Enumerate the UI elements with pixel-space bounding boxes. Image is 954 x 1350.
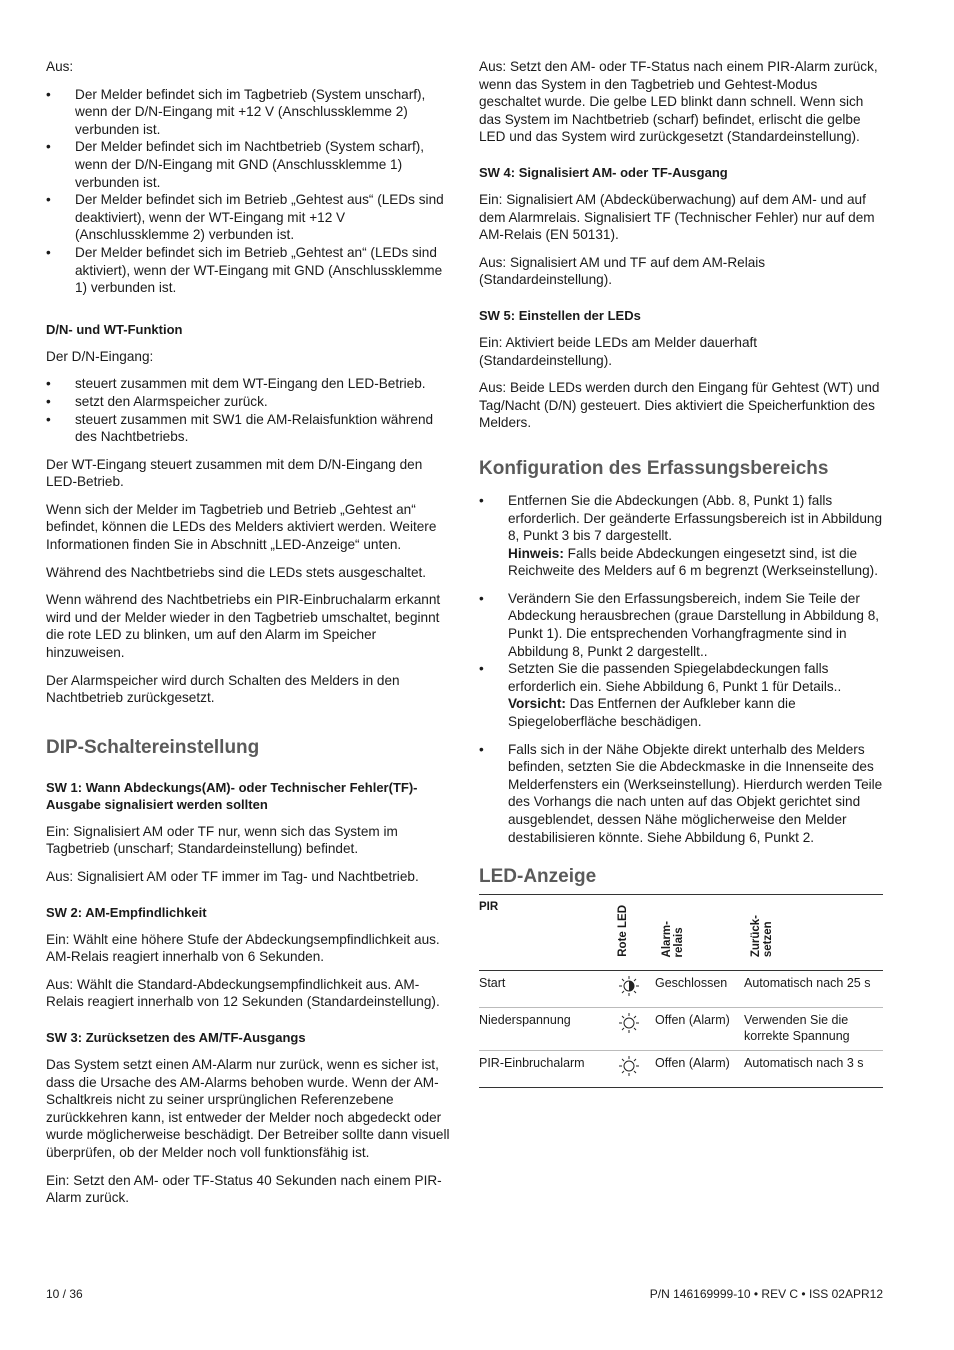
list-item: • Verändern Sie den Erfassungsbereich, indem Sie Teile der Abdeckung herausbrechen (graue Darstellung in Abbildung 8, Punkt 1). Die entsprechenden Vorhangfragmente sind in Abbildung 8, Punkt 2 dargestellt.. [479,590,883,660]
dn-heading: D/N- und WT-Funktion [46,321,183,337]
list-item: • Der Melder befindet sich im Nachtbetrieb (System scharf), wenn der D/N-Eingang mit GND (Anschlussklemme 1) verbunden ist. [46,138,452,191]
sw4-ein: Ein: Signalisiert AM (Abdecküberwachung) auf dem AM- und auf dem Alarmrelais. Signalisiert TF (Technischer Fehler) nur auf dem AM-Relais (EN 50131). [479,191,875,243]
sw1-ein: Ein: Signalisiert AM oder TF nur, wenn sich das System im Tagbetrieb (unscharf; Standardeinstellung) befindet. [46,823,398,857]
paragraph: Der Alarmspeicher wird durch Schalten des Melders in den Nachtbetrieb zurückgesetzt. [46,672,400,706]
list-item: • steuert zusammen mit SW1 die AM-Relaisfunktion während des Nachtbetriebs. [46,411,452,446]
cell-reset: Verwenden Sie die korrekte Spannung [744,1008,883,1051]
list-item: • Der Melder befindet sich im Tagbetrieb (System unscharf), wenn der D/N-Eingang mit +12 V (Anschlussklemme 2) verbunden ist. [46,86,452,139]
list-item: • Entfernen Sie die Abdeckungen (Abb. 8, Punkt 1) falls erforderlich. Der geänderte Erfassungsbereich ist in Abbildung 8, Punkt 3 bis 7 dargestellt. [479,492,883,545]
list-item: • Setzten Sie die passenden Spiegelabdeckungen falls erforderlich ein. Siehe Abbildung 6, Punkt 1 für Details.. [479,660,883,695]
table-row [479,1008,883,1051]
header-zuruecksetzen-label: Zurück- setzen [750,915,774,958]
cell-pir: Start [479,971,617,1008]
sw1-heading: SW 1: Wann Abdeckungs(AM)- oder Technischer Fehler(TF)-Ausgabe signalisiert werden sollten [46,779,418,812]
header-alarmrelais-label: Alarm- relais [661,920,685,958]
header-zuruecksetzen [744,895,883,971]
part-number: P/N 146169999-10 • REV C • ISS 02APR12 [649,1287,883,1301]
cell-reset: Automatisch nach 3 s [744,1056,864,1071]
cell-led [617,1008,655,1051]
header-pir: PIR [479,895,617,971]
table-row [479,1051,883,1088]
cell-led [617,1051,655,1088]
dn-list [46,375,452,445]
sw3-ein: Ein: Setzt den AM- oder TF-Status 40 Sekunden nach einem PIR-Alarm zurück. [46,1172,442,1206]
hinweis-text: Falls beide Abdeckungen eingesetzt sind, ist die Reichweite des Melders auf 6 m begrenzt (Werkseinstellung). [508,545,878,579]
aus-list [46,86,452,297]
dn-intro: Der D/N-Eingang: [46,348,154,364]
sw5-ein: Ein: Aktiviert beide LEDs am Melder dauerhaft (Standardeinstellung). [479,334,758,368]
vorsicht-label: Vorsicht: [508,696,566,712]
table-row [479,971,883,1008]
paragraph: Wenn sich der Melder im Tagbetrieb und Betrieb „Gehtest an“ befindet, können die LEDs des Melders aktiviert werden. Weitere Informationen finden Sie in Abschnitt „LED-Anzeige“ unten. [46,501,437,553]
cell-led [617,971,655,1008]
sw3-heading: SW 3: Zurücksetzen des AM/TF-Ausgangs [46,1029,306,1045]
cell-relais: Geschlossen [655,971,744,1008]
led-flashing-icon [617,975,641,997]
page-number: 10 / 36 [46,1287,83,1301]
cell-relais: Offen (Alarm) [655,1008,744,1051]
hinweis-label: Hinweis: [508,545,564,561]
dip-heading: DIP-Schaltereinstellung [46,736,260,758]
paragraph: Wenn während des Nachtbetriebs ein PIR-Einbruchalarm erkannt wird und der Melder wieder in den Tagbetrieb umschaltet, beginnt die rote LED zu blinken, um auf den Alarm im Speicher hinzuweisen. [46,592,441,661]
konf-heading: Konfiguration des Erfassungsbereichs [479,457,829,479]
sw3-p1: Das System setzt einen AM-Alarm nur zurück, wenn es sicher ist, dass die Ursache des AM-Alarms behoben wurde. Wenn der AM-Schaltkreis nicht zu seiner ursprünglichen Referenzebene zurückkehren kann, ist entweder der Melder noch abgedeckt oder wurde möglicherweise beschädigt. Der Betreiber sollte dann visuell überprüfen, ob der Melder noch voll funktionsfähig ist. [46,1056,450,1160]
header-rote-led-label: Rote LED [617,905,629,958]
led-table [479,894,883,1088]
paragraph: Der WT-Eingang steuert zusammen mit dem D/N-Eingang den LED-Betrieb. [46,456,423,490]
list-item: • Falls sich in der Nähe Objekte direkt unterhalb des Melders befinden, setzten Sie die Abdeckmaske in die Innenseite des Melderfensters ein (Werkseinstellung). Hierdurch werden Teile des Vorhangs die nach unten auf das Objekt gerichtet sind ausgeblendet, dessen Nähe möglicherweise den Melder destabilisieren könnte. Siehe Abbildung 6, Punkt 2. [479,741,883,847]
sw1-aus: Aus: Signalisiert AM oder TF immer im Tag- und Nachtbetrieb. [46,869,419,884]
sw2-heading: SW 2: AM-Empfindlichkeit [46,904,207,920]
konf-list-3 [479,741,883,847]
sw2-ein: Ein: Wählt eine höhere Stufe der Abdeckungsempfindlichkeit aus. AM-Relais reagiert innerhalb von 6 Sekunden. [46,931,440,965]
cell-pir: Niederspannung [479,1008,617,1051]
aus-label: Aus: [46,59,74,74]
sw3-aus: Aus: Setzt den AM- oder TF-Status nach einem PIR-Alarm zurück, wenn das System in den Tagbetrieb und Gehtest-Modus geschaltet wurde. Die gelbe LED blinkt dann schnell. Wenn sich das System im Nachtbetrieb (scharf) befindet, erlischt die gelbe LED und das System wird zurückgesetzt (Standardeinstellung). [479,59,878,145]
sw4-aus: Aus: Signalisiert AM und TF auf dem AM-Relais (Standardeinstellung). [479,254,766,288]
table-header-row [479,895,883,971]
led-heading: LED-Anzeige [479,866,597,888]
list-item: • steuert zusammen mit dem WT-Eingang den LED-Betrieb. [46,375,452,393]
cell-reset: Automatisch nach 25 s [744,971,883,1008]
sw5-aus: Aus: Beide LEDs werden durch den Eingang für Gehtest (WT) und Tag/Nacht (D/N) gesteuert. Dies aktiviert die Speicherfunktion des Melders. [479,380,880,431]
list-item: • Der Melder befindet sich im Betrieb „Gehtest aus“ (LEDs sind deaktiviert), wenn der WT-Eingang mit +12 V (Anschlussklemme 2) verbunden ist. [46,191,452,244]
vorsicht-text: Das Entfernen der Aufkleber kann die Spiegeloberfläche beschädigen. [508,696,796,730]
konf-list-2 [479,590,883,696]
led-on-icon [617,1055,641,1077]
cell-pir: PIR-Einbruchalarm [479,1056,585,1071]
konf-list [479,492,883,545]
list-item: • setzt den Alarmspeicher zurück. [46,393,452,411]
right-column [479,58,883,1088]
left-column [46,58,452,1217]
sw5-heading: SW 5: Einstellen der LEDs [479,307,641,323]
list-item: • Der Melder befindet sich im Betrieb „Gehtest an“ (LEDs sind aktiviert), wenn der WT-Eingang mit GND (Anschlussklemme 1) verbunden ist. [46,244,452,297]
paragraph: Während des Nachtbetriebs sind die LEDs stets ausgeschaltet. [46,564,427,580]
header-alarmrelais [655,895,744,971]
header-rote-led [617,895,655,971]
led-on-icon [617,1012,641,1034]
sw4-heading: SW 4: Signalisiert AM- oder TF-Ausgang [479,164,728,180]
cell-relais: Offen (Alarm) [655,1056,730,1071]
sw2-aus: Aus: Wählt die Standard-Abdeckungsempfindlichkeit aus. AM-Relais reagiert innerhalb von 12 Sekunden (Standardeinstellung). [46,976,440,1010]
vorsicht-note [479,695,883,730]
hinweis-note [479,545,883,580]
